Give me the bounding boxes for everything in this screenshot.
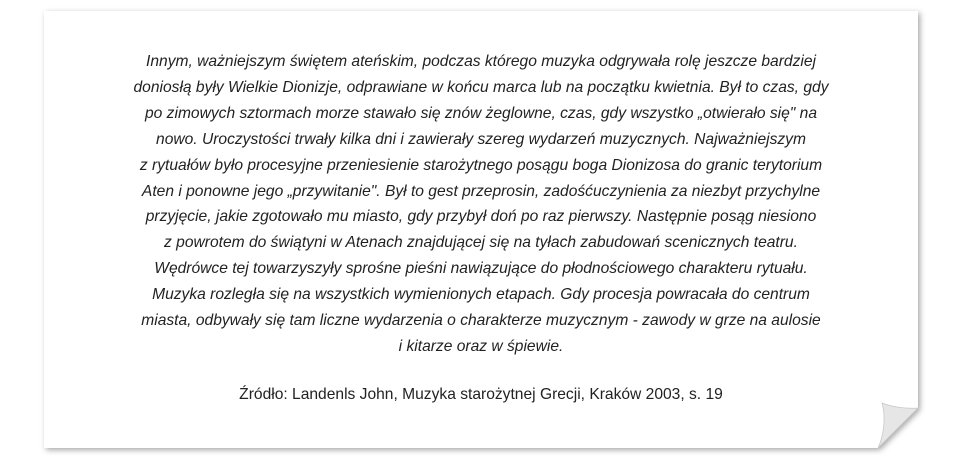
paragraph-line: doniosłą były Wielkie Dionizje, odprawiane w końcu marca lub na początku kwietnia. Był to czas, gdy xyxy=(133,78,829,96)
quote-card xyxy=(44,11,918,448)
paragraph-line: Innym, ważniejszym świętem ateńskim, podczas którego muzyka odgrywała rolę jeszcze bardziej xyxy=(146,53,816,70)
paragraph-line: przyjęcie, jakie zgotowało mu miasto, gdy przybył doń po raz pierwszy. Następnie posąg niesiono xyxy=(145,208,817,226)
paragraph-line: Muzyka rozległa się na wszystkich wymienionych etapach. Gdy procesja powracała do centrum xyxy=(152,286,810,304)
paragraph-line: miasta, odbywały się tam liczne wydarzenia o charakterze muzycznym - zawody w grze na aulosie xyxy=(141,312,821,330)
quote-paragraph xyxy=(44,49,918,360)
paragraph-line: Wędrówce tej towarzyszyły sprośne pieśni nawiązujące do płodnościowego charakteru rytuału. xyxy=(154,260,808,278)
page-curl-icon xyxy=(878,403,918,448)
source-citation: Źródło: Landenls John, Muzyka starożytnej Grecji, Kraków 2003, s. 19 xyxy=(239,385,723,403)
paragraph-line: nowo. Uroczystości trwały kilka dni i zawierały szereg wydarzeń muzycznych. Najważniejszym xyxy=(156,130,806,148)
card-content xyxy=(44,49,918,407)
paragraph-line: i kitarze oraz w śpiewie. xyxy=(398,337,564,355)
paragraph-line: z rytuałów było procesyjne przeniesienie starożytnego posągu boga Dionizosa do granic terytorium xyxy=(139,156,823,174)
paragraph-line: po zimowych sztormach morze stawało się znów żeglowne, czas, gdy wszystko „otwierało się" na xyxy=(145,104,817,122)
paragraph-line: Aten i ponowne jego „przywitanie". Był to gest przeprosin, zadośćuczynienia za niezbyt przychylne xyxy=(141,182,821,200)
paragraph-line: z powrotem do świątyni w Atenach znajdującej się na tyłach zabudowań scenicznych teatru. xyxy=(164,234,798,252)
